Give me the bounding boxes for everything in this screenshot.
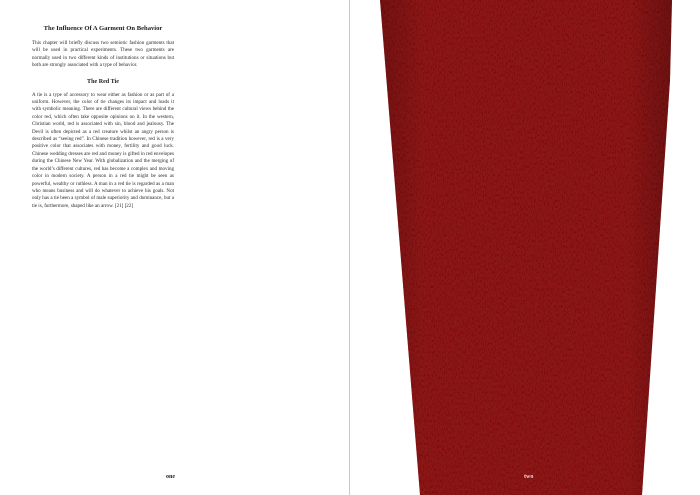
page-number-left: one [166, 474, 175, 480]
red-tie-image [380, 0, 680, 495]
page-number-right: two [524, 474, 534, 480]
body-paragraph: A tie is a type of accessory to wear either as fashion or as part of a uniform. However, the color of tie changes its impact and loads it with symbolic meaning. There are different cultural views behind the color red, which often take opposite opinions on it. In the western, Christian world, red is associated with sin, blood and jealousy. The Devil is often depicted as a red creature whilst an angry person is described as “seeing red”. In Chinese tradition however, red is a very positive color that associates with money, fertility and good luck. Chinese wedding dresses are red and money is gifted in red envelopes during the Chinese New Year. With globalization and the merging of the world’s different cultures, red has become a complex and moving color in modern society. A person in a red tie might be seen as powerful, wealthy or ruthless. A man in a red tie is regarded as a man who means business and will do whatever to achieve his goals. Not only has a tie been a symbol of male superiority and dominance, but a tie is, furthermore, shaped like an arrow. [21] [22] [32, 91, 174, 209]
right-page [350, 0, 700, 495]
intro-paragraph: This chapter will briefly discuss two semiotic fashion garments that will be used in practical experiments. These two garments are normally used in two different kinds of institutions or situations but both are strongly associated with a type of behavior. [32, 40, 174, 69]
section-title: The Red Tie [87, 78, 119, 85]
chapter-title: The Influence Of A Garment On Behavior [43, 25, 163, 32]
text-column [32, 25, 174, 210]
tie-shading [380, 0, 672, 495]
